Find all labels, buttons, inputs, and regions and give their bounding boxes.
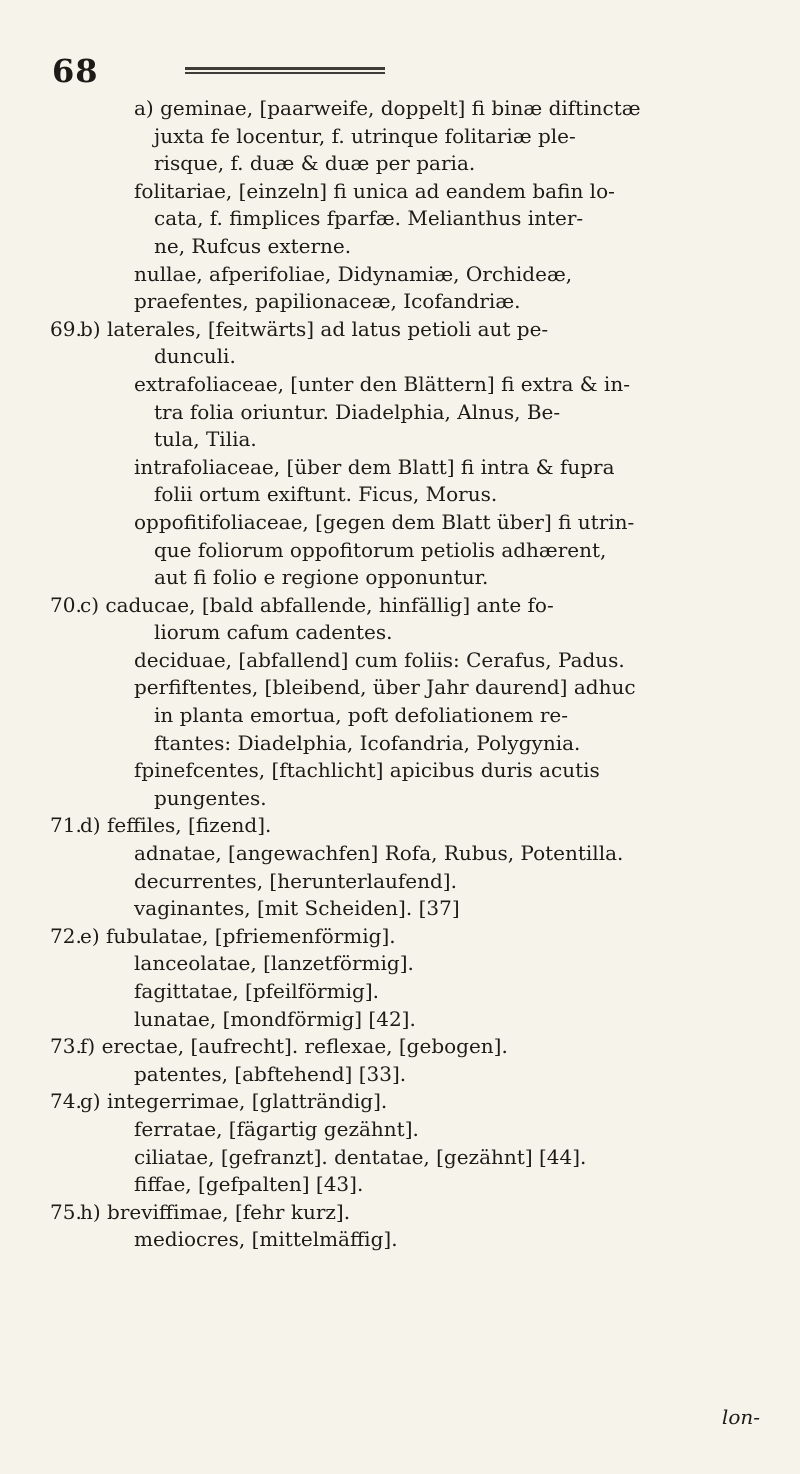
paragraph-number [50, 1144, 80, 1172]
paragraph-number: 71. [50, 813, 82, 838]
text-line [50, 785, 766, 813]
paragraph-number [50, 674, 80, 702]
paragraph-number [50, 1116, 80, 1144]
paragraph-number [50, 205, 80, 233]
text-line [50, 205, 766, 233]
line-text: adnatae, [angewachfen] Rofa, Rubus, Potentilla. [134, 841, 624, 866]
line-text: extrafoliaceae, [unter den Blättern] fi extra & in- [134, 371, 630, 396]
text-line [50, 895, 766, 923]
line-text: liorum cafum cadentes. [154, 620, 393, 645]
paragraph-number [50, 454, 80, 482]
line-text: c) caducae, [bald abfallende, hinfällig] ante fo- [80, 592, 554, 617]
paragraph-number [50, 481, 80, 509]
text-line [50, 730, 766, 758]
paragraph-number: 73. [50, 1034, 82, 1059]
text-line [50, 481, 766, 509]
paragraph-number [50, 399, 80, 427]
line-text: vaginantes, [mit Scheiden]. [37] [134, 896, 460, 921]
text-line [50, 537, 766, 565]
text-line [50, 454, 766, 482]
text-line [50, 178, 766, 206]
line-text: patentes, [abftehend] [33]. [134, 1061, 407, 1086]
catchword: lon- [721, 1405, 760, 1429]
line-text: a) geminae, [paarweife, doppelt] fi binæ diftinctæ [134, 96, 641, 120]
text-line [50, 1144, 766, 1172]
paragraph-number [50, 1171, 80, 1199]
line-text: fiffae, [gefpalten] [43]. [134, 1172, 364, 1197]
line-text: b) laterales, [feitwärts] ad latus petioli aut pe- [80, 316, 549, 341]
text-line [50, 1033, 766, 1061]
paragraph-number [50, 1226, 80, 1254]
paragraph-number: 74. [50, 1089, 82, 1114]
text-line [50, 950, 766, 978]
paragraph-number [50, 261, 80, 289]
text-line [50, 371, 766, 399]
paragraph-number [50, 343, 80, 371]
line-text: perfiftentes, [bleibend, über Jahr daurend] adhuc [134, 675, 636, 700]
line-text: mediocres, [mittelmäffig]. [134, 1227, 398, 1252]
line-text: tula, Tilia. [154, 427, 257, 452]
text-line [50, 1116, 766, 1144]
text-line [50, 757, 766, 785]
paragraph-number: 75. [50, 1199, 82, 1224]
text-line [50, 123, 766, 151]
paragraph-number [50, 564, 80, 592]
paragraph-number [50, 757, 80, 785]
line-text: lunatae, [mondförmig] [42]. [134, 1006, 416, 1031]
line-text: pungentes. [154, 785, 267, 810]
line-text: ferratae, [fägartig gezähnt]. [134, 1116, 419, 1141]
paragraph-number [50, 895, 80, 923]
paragraph-number: 69. [50, 316, 82, 341]
line-text: folitariae, [einzeln] fi unica ad eandem bafin lo- [134, 178, 615, 203]
line-text: deciduae, [abfallend] cum foliis: Cerafus, Padus. [134, 647, 625, 672]
text-line [50, 840, 766, 868]
line-text: in planta emortua, poft defoliationem re- [154, 703, 569, 728]
text-line [50, 1171, 766, 1199]
line-text: cata, f. fimplices fparfæ. Melianthus inter- [154, 206, 584, 231]
line-text: d) feffiles, [fizend]. [80, 813, 272, 838]
line-text: e) fubulatae, [pfriemenförmig]. [80, 923, 396, 948]
paragraph-number [50, 178, 80, 206]
paragraph-number [50, 288, 80, 316]
paragraph-number [50, 150, 80, 178]
paragraph-number [50, 785, 80, 813]
paragraph-number [50, 1006, 80, 1034]
text-line [50, 564, 766, 592]
paragraph-number [50, 950, 80, 978]
line-text: juxta fe locentur, f. utrinque folitariæ ple- [154, 123, 576, 148]
text-line [50, 150, 766, 178]
text-line [50, 1006, 766, 1034]
paragraph-number [50, 1061, 80, 1089]
line-text: tra folia oriuntur. Diadelphia, Alnus, Be- [154, 399, 561, 424]
line-text: praefentes, papilionaceæ, Icofandriæ. [134, 289, 521, 314]
text-line [50, 288, 766, 316]
paragraph-number [50, 371, 80, 399]
line-text: lanceolatae, [lanzetförmig]. [134, 951, 414, 976]
line-text: aut fi folio e regione opponuntur. [154, 565, 489, 590]
line-text: nullae, afperifoliae, Didynamiæ, Orchideæ, [134, 261, 573, 286]
paragraph-number [50, 426, 80, 454]
header-rule [185, 67, 385, 74]
paragraph-number [50, 619, 80, 647]
text-line [50, 261, 766, 289]
text-line [50, 1199, 766, 1227]
paragraph-number [50, 647, 80, 675]
text-line [50, 674, 766, 702]
paragraph-number [50, 233, 80, 261]
paragraph-number [50, 537, 80, 565]
line-text: fagittatae, [pfeilförmig]. [134, 979, 379, 1003]
line-text: folii ortum exiftunt. Ficus, Morus. [154, 482, 498, 507]
text-line [50, 702, 766, 730]
line-text: que foliorum oppofitorum petiolis adhærent, [154, 537, 607, 562]
text-line [50, 619, 766, 647]
paragraph-number [50, 978, 80, 1006]
line-text: dunculi. [154, 344, 236, 369]
paragraph-number [50, 702, 80, 730]
paragraph-number [50, 868, 80, 896]
paragraph-number [50, 840, 80, 868]
text-line [50, 1226, 766, 1254]
text-line [50, 509, 766, 537]
text-line [50, 868, 766, 896]
line-text: risque, f. duæ & duæ per paria. [154, 151, 476, 176]
text-line [50, 978, 766, 1006]
body-text [50, 95, 766, 1254]
line-text: h) breviffimae, [fehr kurz]. [80, 1199, 351, 1224]
line-text: ftantes: Diadelphia, Icofandria, Polygynia. [154, 730, 581, 755]
line-text: intrafoliaceae, [über dem Blatt] fi intra & fupra [134, 454, 615, 479]
text-line [50, 812, 766, 840]
text-line [50, 426, 766, 454]
paragraph-number [50, 95, 80, 123]
text-line [50, 647, 766, 675]
text-line [50, 316, 766, 344]
line-text: f) erectae, [aufrecht]. reflexae, [gebogen]. [80, 1034, 508, 1059]
text-line [50, 343, 766, 371]
text-line [50, 1088, 766, 1116]
text-line [50, 399, 766, 427]
paragraph-number [50, 123, 80, 151]
paragraph-number: 70. [50, 592, 82, 617]
text-line [50, 923, 766, 951]
text-line [50, 592, 766, 620]
line-text: ciliatae, [gefranzt]. dentatae, [gezähnt] [44]. [134, 1144, 587, 1169]
line-text: decurrentes, [herunterlaufend]. [134, 868, 457, 893]
line-text: oppofitifoliaceae, [gegen dem Blatt über] fi utrin- [134, 509, 635, 534]
line-text: g) integerrimae, [glatträndig]. [80, 1089, 388, 1114]
text-line [50, 233, 766, 261]
text-line [50, 95, 766, 123]
line-text: ne, Rufcus externe. [154, 233, 352, 258]
page-number: 68 [52, 52, 99, 90]
text-line [50, 1061, 766, 1089]
line-text: fpinefcentes, [ftachlicht] apicibus duris acutis [134, 758, 600, 783]
paragraph-number [50, 730, 80, 758]
paragraph-number: 72. [50, 923, 82, 948]
paragraph-number [50, 509, 80, 537]
